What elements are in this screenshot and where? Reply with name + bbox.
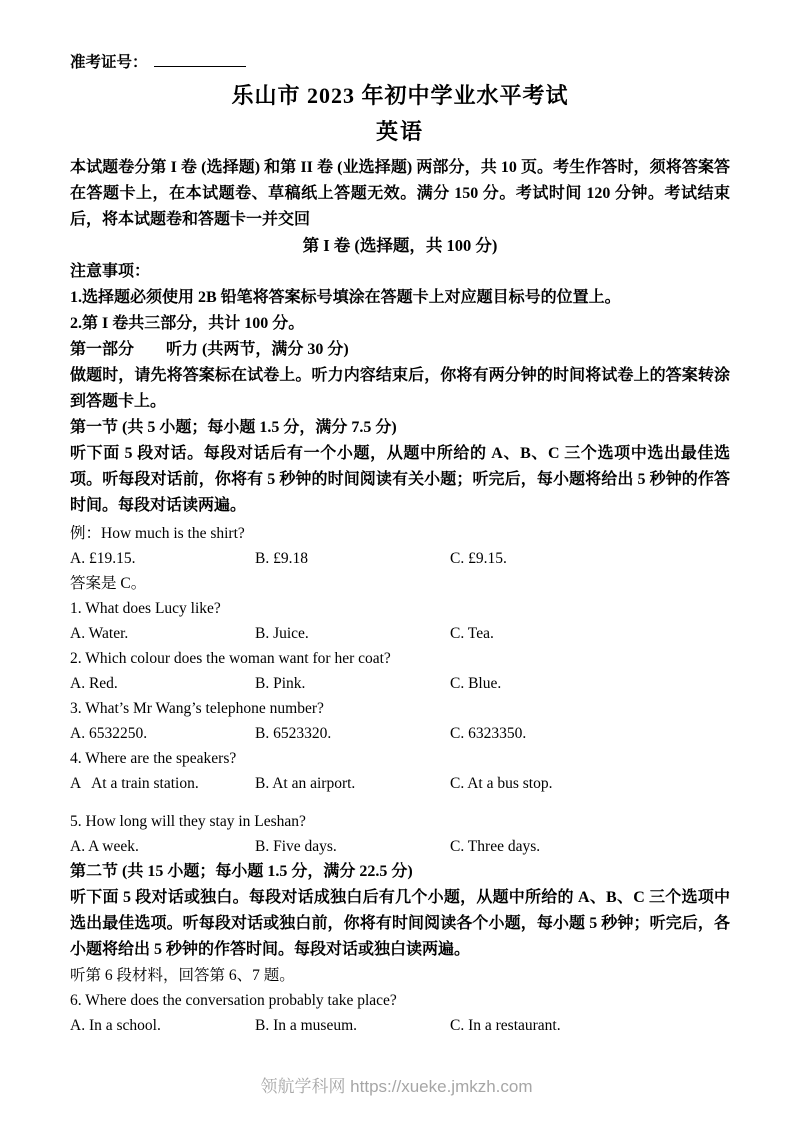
admission-number-blank-line — [154, 52, 246, 67]
notice-item-1: 1.选择题必须使用 2B 铅笔将答案标号填涂在答题卡上对应题目标号的位置上。 — [70, 289, 621, 306]
question-text: 1. What does Lucy like? — [70, 600, 221, 617]
option-c: C. Three days. — [450, 838, 541, 855]
admission-number-label: 准考证号： — [70, 54, 148, 71]
watermark-text: 领航学科网 https://xueke.jmkzh.com — [260, 1077, 533, 1096]
question-block-1 — [70, 596, 730, 646]
option-c: C. At a bus stop. — [450, 775, 553, 792]
question-block-2 — [70, 646, 730, 696]
example-option-a: A. £19.15. — [70, 550, 136, 567]
example-question-block — [70, 521, 730, 596]
exam-subject: 英语 — [375, 119, 424, 144]
options-row — [70, 771, 730, 796]
example-question-text: 例：How much is the shirt? — [70, 525, 245, 542]
admission-number-row — [70, 52, 730, 73]
option-b: B. Pink. — [255, 675, 306, 692]
option-a: A. In a school. — [70, 1017, 161, 1034]
option-a: A. 6532250. — [70, 725, 148, 742]
option-c: C. In a restaurant. — [450, 1017, 561, 1034]
example-option-b: B. £9.18 — [255, 550, 308, 567]
question-block-5 — [70, 809, 730, 859]
option-b: B. Five days. — [255, 838, 337, 855]
option-b: B. Juice. — [255, 625, 309, 642]
exam-title: 乐山市 2023 年初中学业水平考试 — [231, 83, 569, 108]
option-a: A. Red. — [70, 675, 118, 692]
option-a: A. Water. — [70, 625, 129, 642]
question-block-3 — [70, 696, 730, 746]
exam-intro-paragraph: 本试题卷分第 I 卷 (选择题) 和第 II 卷 (业选择题) 两部分，共 10 页。考生作答时，须将答案答在答题卡上，在本试题卷、草稿纸上答题无效。满分 150 分。考试时间 120 分钟。考试结束后，将本试题卷和答题卡一并交回 — [70, 159, 730, 228]
section2-instructions: 听下面 5 段对话或独白。每段对话成独白后有几个小题，从题中所给的 A、B、C 三个选项中选出最佳选项。听每段对话或独白前，你将有时间阅读各个小题，每小题 5 秒钟；听完后，各小题将给出 5 秒钟的作答时间。每段对话或独白读两遍。 — [70, 889, 730, 958]
question-text: 6. Where does the conversation probably take place? — [70, 992, 397, 1009]
part1-banner: 第 I 卷 (选择题，共 100 分) — [302, 236, 498, 255]
notice-item-2: 2.第 I 卷共三部分，共计 100 分。 — [70, 315, 305, 332]
option-b: B. 6523320. — [255, 725, 332, 742]
example-option-c: C. £9.15. — [450, 550, 507, 567]
notice-title: 注意事项： — [70, 263, 151, 280]
section2-heading: 第二节 (共 15 小题；每小题 1.5 分，满分 22.5 分) — [70, 863, 413, 880]
listening-transfer-note: 做题时，请先将答案标在试卷上。听力内容结束后，你将有两分钟的时间将试卷上的答案转涂到答题卡上。 — [70, 367, 730, 410]
option-b: B. At an airport. — [255, 775, 356, 792]
material-6-note: 听第 6 段材料，回答第 6、7 题。 — [70, 967, 295, 984]
document-content — [70, 52, 730, 1038]
question-block-4 — [70, 746, 730, 796]
option-b: B. In a museum. — [255, 1017, 358, 1034]
question-text: 2. Which colour does the woman want for her coat? — [70, 650, 391, 667]
option-c: C. 6323350. — [450, 725, 527, 742]
option-a: A At a train station. — [70, 775, 199, 792]
question-text: 3. What’s Mr Wang’s telephone number? — [70, 700, 324, 717]
section1-instructions: 听下面 5 段对话。每段对话后有一个小题，从题中所给的 A、B、C 三个选项中选出最佳选项。听每段对话前，你将有 5 秒钟的时间阅读有关小题；听完后，每小题将给出 5 秒钟的作答时间。每段对话读两遍。 — [70, 445, 730, 514]
example-answer-text: 答案是 C。 — [70, 575, 147, 592]
option-c: C. Tea. — [450, 625, 494, 642]
options-row — [70, 834, 730, 859]
section1-heading: 第一节 (共 5 小题；每小题 1.5 分，满分 7.5 分) — [70, 419, 397, 436]
options-row — [70, 721, 730, 746]
question-text: 5. How long will they stay in Leshan? — [70, 813, 306, 830]
part1-heading: 第一部分 听力 (共两节，满分 30 分) — [70, 341, 349, 358]
example-options-row — [70, 546, 730, 571]
options-row — [70, 621, 730, 646]
option-c: C. Blue. — [450, 675, 502, 692]
question-text: 4. Where are the speakers? — [70, 750, 237, 767]
question-block-6 — [70, 988, 730, 1038]
option-a: A. A week. — [70, 838, 139, 855]
options-row — [70, 1013, 730, 1038]
options-row — [70, 671, 730, 696]
